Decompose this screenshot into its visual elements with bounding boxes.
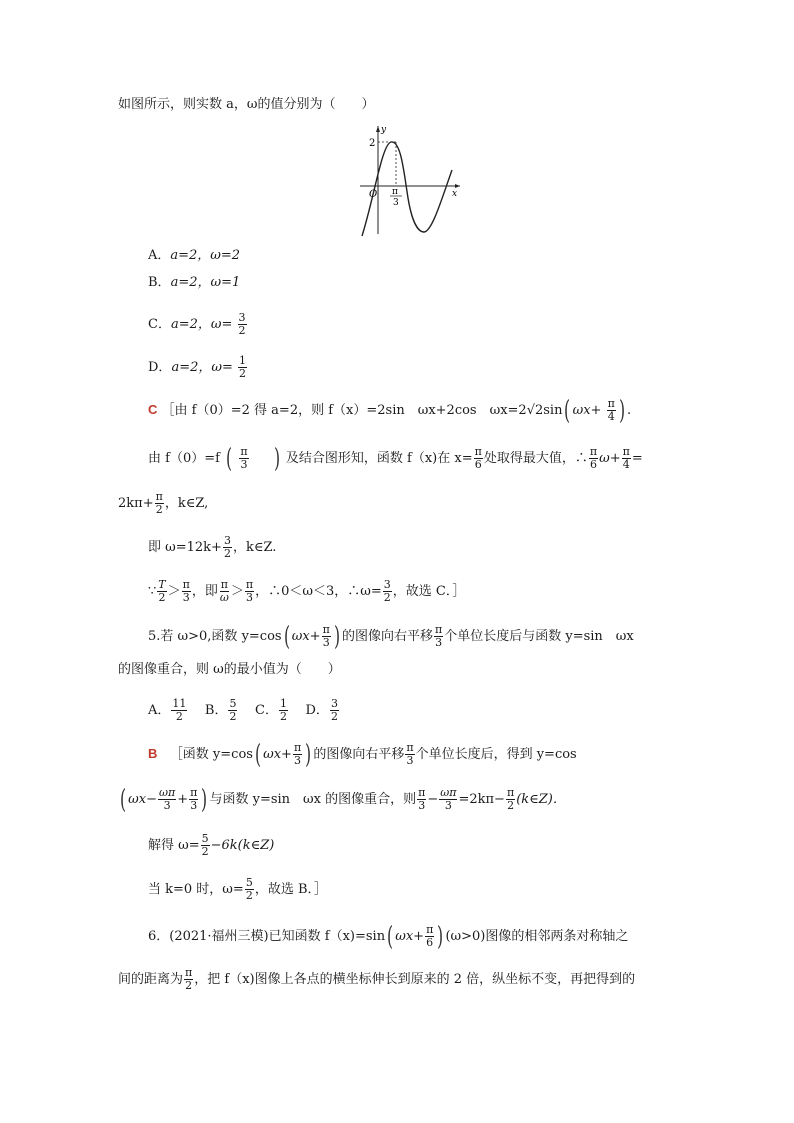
- q4-stem: 如图所示，则实数 a，ω的值分别为（ ）: [118, 97, 375, 112]
- q5-solution-line1: B ［函数 y=cos( ωx+ $\frac{\pi}{3}$ ) 的图像向右平移 $\frac{\pi}{3}$ 个单位长度后，得到 y=cos: [148, 739, 577, 770]
- y-axis-arrow: [376, 126, 380, 132]
- q5-options: [148, 698, 340, 723]
- q4-solution-line2: 由 f（0）=f ( $\frac{\pi}{3}$ ) 及结合图形知，函数 f（x)在 x= $\frac{\pi}{6}$ 处取得最大值，∴ $\frac{\pi}{6}$ ω+ $\frac{\pi}{4}$ =: [148, 443, 643, 474]
- q5-solution-line3: 解得 ω= $\frac{5}{2}$ −6k(k∈Z): [148, 832, 275, 858]
- q4-option-b: B．a=2，ω=1: [148, 275, 241, 290]
- q5-option-b: B． $\frac{5}{2}$: [204, 697, 237, 723]
- x-axis-arrow: [455, 184, 460, 188]
- q6-stem-line2: 间的距离为 $\frac{\pi}{2}$ ，把 f（x)图像上各点的横坐标伸长到原来的 2 倍，纵坐标不变，再把得到的: [118, 966, 636, 992]
- q5-stem-line1: 5.若 ω>0,函数 y=cos( ωx+ $\frac{\pi}{3}$ ) 的图像向右平移 $\frac{\pi}{3}$ 个单位长度后与函数 y=sin ωx: [148, 621, 634, 652]
- q4-solution-line1: C ［由 f（0）=2 得 a=2，则 f（x）=2sin ωx+2cos ωx=2√2sin( ωx+ $\frac{\pi}{4}$ ) .: [148, 395, 632, 426]
- origin-label: O: [369, 189, 378, 200]
- q4-option-c: C．a=2，ω= $\frac{3}{2}$: [148, 311, 246, 337]
- q4-solution-line4: 即 ω=12k+ $\frac{3}{2}$ ，k∈Z.: [148, 534, 277, 560]
- q4-option-d: D．a=2，ω= $\frac{1}{2}$: [148, 354, 246, 380]
- q4-solution-line5: ∵ $\frac{T}{2}$ ＞ $\frac{\pi}{3}$ ，即 $\frac{\pi}{\omega}$ ＞ $\frac{\pi}{3}$ ，∴0＜ω＜3，∴ω= $\frac{3}{2}$ ，故选 C．］: [148, 578, 466, 604]
- q6-stem-line1: 6．(2021·福州三模)已知函数 f（x)=sin( ωx+ $\frac{\pi}{6}$ ) (ω>0)图像的相邻两条对称轴之: [148, 921, 629, 952]
- q5-solution-line4: 当 k=0 时，ω= $\frac{5}{2}$ ，故选 B．］: [148, 876, 327, 902]
- q5-option-a: A． $\frac{11}{2}$: [148, 697, 187, 723]
- x-label: x: [452, 189, 458, 199]
- q5-stem-line2: 的图像重合，则 ω的最小值为（ ）: [118, 662, 341, 677]
- q5-solution-line2: ( ωx− $\frac{\omega\pi}{3}$ + $\frac{\pi}{3}$ ) 与函数 y=sin ωx 的图像重合，则 $\frac{\pi}{3}$ − $\frac{\omega\pi}{3}$ =2kπ− $\frac{\pi}{2}$ (k∈Z)．: [120, 784, 566, 815]
- tick-num: π: [392, 187, 398, 197]
- answer-letter: C: [148, 402, 158, 417]
- q5-option-c: C． $\frac{1}{2}$: [255, 697, 287, 723]
- answer-letter: B: [148, 746, 158, 761]
- y-label: y: [381, 125, 387, 135]
- q4-solution-line3: 2kπ+ $\frac{\pi}{2}$ ，k∈Z,: [118, 490, 209, 516]
- tick-den: 3: [393, 198, 399, 208]
- q5-option-d: D． $\frac{3}{2}$: [305, 697, 338, 723]
- q4-option-a: A．a=2，ω=2: [148, 248, 241, 263]
- peak-label: 2: [369, 138, 376, 149]
- q4-graph: [352, 118, 462, 240]
